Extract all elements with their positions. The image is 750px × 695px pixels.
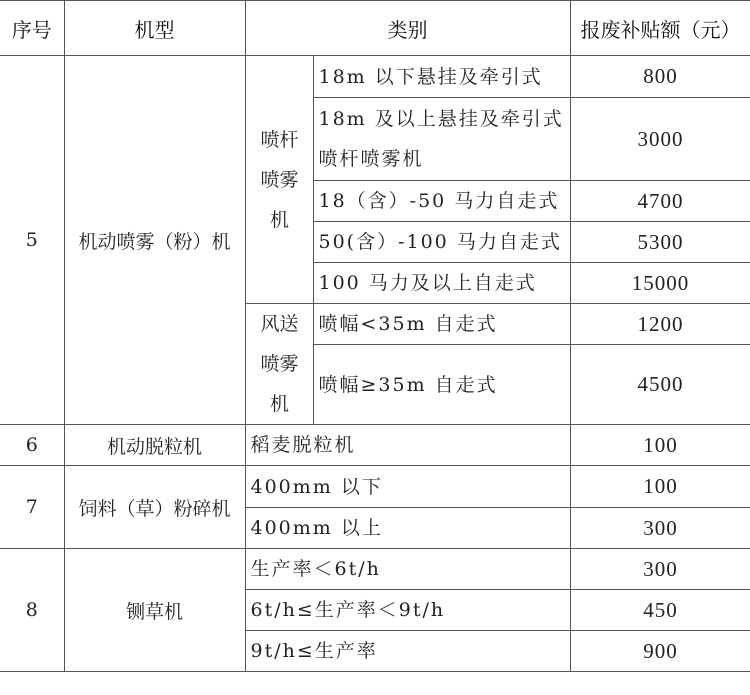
category-cell: 18（含）-50 马力自走式 <box>313 181 570 222</box>
table-row <box>0 425 750 466</box>
header-model: 机型 <box>64 1 245 56</box>
amount-cell: 300 <box>570 508 750 549</box>
header-row <box>0 1 750 56</box>
amount-cell: 15000 <box>570 263 750 304</box>
table-row <box>0 56 750 98</box>
row-model: 铡草机 <box>64 549 245 672</box>
amount-cell: 450 <box>570 590 750 631</box>
category-cell: 18m 以下悬挂及牵引式 <box>313 56 570 98</box>
subtype-air-sprayer <box>245 304 313 425</box>
amount-cell: 3000 <box>570 98 750 181</box>
header-no: 序号 <box>0 1 64 56</box>
amount-cell: 900 <box>570 631 750 672</box>
amount-cell: 1200 <box>570 304 750 345</box>
subtype-label: 风送喷雾机 <box>260 313 299 415</box>
header-category: 类别 <box>245 1 570 56</box>
category-cell: 稻麦脱粒机 <box>245 425 570 466</box>
amount-cell: 800 <box>570 56 750 98</box>
subtype-label: 喷杆喷雾机 <box>260 128 299 231</box>
amount-cell: 4500 <box>570 345 750 425</box>
category-cell: 9t/h≤生产率 <box>245 631 570 672</box>
category-cell: 18m 及以上悬挂及牵引式喷杆喷雾机 <box>313 98 570 181</box>
amount-cell: 100 <box>570 466 750 508</box>
category-cell: 生产率＜6t/h <box>245 549 570 590</box>
table-row <box>0 466 750 508</box>
header-subsidy: 报废补贴额（元） <box>570 1 750 56</box>
category-cell: 喷幅<35m 自走式 <box>313 304 570 345</box>
category-cell: 400mm 以下 <box>245 466 570 508</box>
row-no: 5 <box>0 56 64 425</box>
row-no: 6 <box>0 425 64 466</box>
category-cell: 50(含）-100 马力自走式 <box>313 222 570 263</box>
row-no: 8 <box>0 549 64 672</box>
row-model: 机动脱粒机 <box>64 425 245 466</box>
row-no: 7 <box>0 466 64 549</box>
amount-cell: 300 <box>570 549 750 590</box>
amount-cell: 100 <box>570 425 750 466</box>
row-model: 机动喷雾（粉）机 <box>64 56 245 425</box>
category-cell: 喷幅≥35m 自走式 <box>313 345 570 425</box>
table-row <box>0 549 750 590</box>
category-cell: 400mm 以上 <box>245 508 570 549</box>
subtype-boom-sprayer <box>245 56 313 304</box>
row-model: 饲料（草）粉碎机 <box>64 466 245 549</box>
amount-cell: 4700 <box>570 181 750 222</box>
category-cell: 100 马力及以上自走式 <box>313 263 570 304</box>
category-cell: 6t/h≤生产率＜9t/h <box>245 590 570 631</box>
amount-cell: 5300 <box>570 222 750 263</box>
